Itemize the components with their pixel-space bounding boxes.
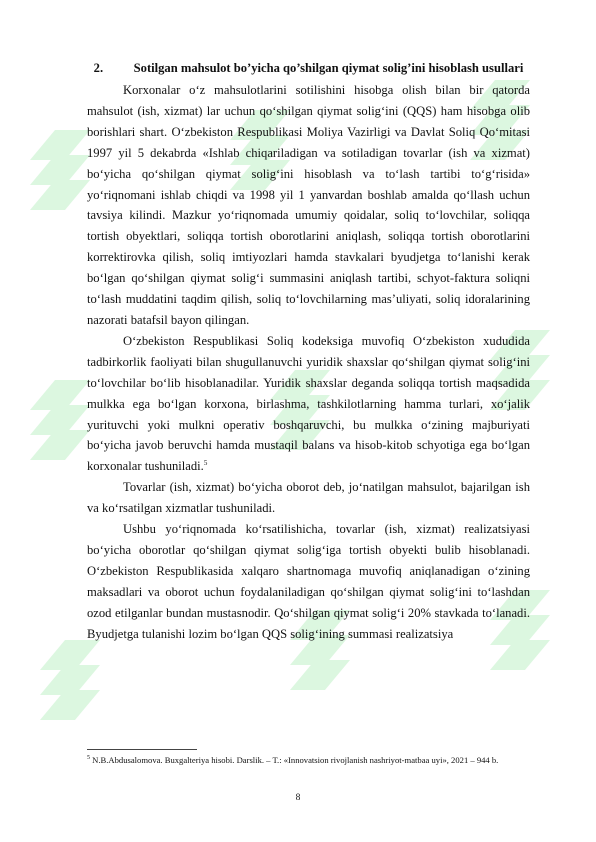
paragraph: Korxonalar o‘z mahsulotlarini sotilishini hisobga olish bilan bir qatorda mahsulot (ish, xizmat) lar uchun qo‘shilgan qiymat solig‘ini (QQS) ham hisobga olib borishlari shart. O‘zbekiston Respublikasi Moliya Vazirligi va Davlat Soliq Qo‘mitasi 1997 yil 5 dekabrda «Ishlab chiqariladigan va sotiladigan tovarlar (ish va xizmat) bo‘yicha qo‘shilgan qiymat solig‘ini hisoblash va to‘lash tartibi to‘g‘risida» yo‘riqnomani ishlab chiqdi va 1998 yil 1 yanvardan boshlab amalda qo‘llash uchun tavsiya kilindi. Mazkur yo‘riqnomada umumiy qoidalar, soliq to‘lovchilar, soliqqa tortish obyektlari, soliqqa tortish oborotlarini aniqlash, soliqqa tortish oborotlarini korrektirovka qilish, soliq imtiyozlari hamda stavkalari byudjetga to‘lanishi kerak bo‘lgan qo‘shilgan qiymat solig‘i summasini aniqlash tartibi, schyot-faktura soliqni to‘lash muddatini taqdim qilish, soliq to‘lovchilarning mas’uliyati, soliq idoralarining nazorati batafsil bayon qilingan. bbox=[87, 83, 530, 327]
footnote-text: N.B.Abdusalomova. Buxgalteriya hisobi. Darslik. – T.: «Innovatsion rivojlanish nashriyot-matbaa uyi», 2021 – 944 b. bbox=[92, 754, 499, 765]
paragraph-text: O‘zbekiston Respublikasi Soliq kodeksiga muvofiq O‘zbekiston xududida tadbirkorlik faoliyati bilan shugullanuvchi yuridik shaxslar qo‘shilgan qiymat solig‘ini to‘lovchilar bo‘lib hisoblanadilar. Yuridik shaxslar deganda soliqqa tortish maqsadida mulkka ega bo‘lgan korxona, birlashma, tashkilotlarning hamma turlari, xo‘jalik yurituvchi yoki mulkni operativ boshqaruvchi, bu mulkka o‘zining majburiyati bo‘yicha javob beruvchi hamda mustaqil balans va hisob-kitob schyotiga ega bo‘lgan korxonalar tushuniladi. bbox=[87, 333, 530, 474]
footnote-reference[interactable]: 5 bbox=[203, 459, 208, 468]
section-heading bbox=[87, 58, 530, 78]
paragraph bbox=[87, 331, 530, 477]
footnote bbox=[87, 753, 530, 766]
footnote-marker: 5 bbox=[87, 755, 90, 761]
paragraph: Ushbu yo‘riqnomada ko‘rsatilishicha, tovarlar (ish, xizmat) realizatsiyasi bo‘yicha oborotlar qo‘shilgan qiymat solig‘iga tortish obyekti bulib hisoblanadi. O‘zbekiston Respublikasida xalqaro shartnomaga muvofiq aniqlanadigan o‘zining maksadlari va oborot uchun foydalaniladigan qo‘shilgan qiymat solig‘ini to‘lashdan ozod etilganlar bundan mustasnodir. Qo‘shilgan qiymat solig‘i 20% stavkada to‘lanadi. Byudjetga tulanishi lozim bo‘lgan QQS solig‘ining summasi realizatsiya bbox=[87, 522, 530, 641]
section-title: Sotilgan mahsulot bo’yicha qo’shilgan qiymat solig’ini hisoblash usullari bbox=[133, 61, 524, 75]
section-number: 2. bbox=[93, 61, 104, 75]
footnote-divider bbox=[87, 749, 197, 750]
main-text bbox=[87, 58, 530, 644]
paragraph: Tovarlar (ish, xizmat) bo‘yicha oborot deb, jo‘natilgan mahsulot, bajarilgan ish va ko‘rsatilgan xizmatlar tushuniladi. bbox=[87, 480, 530, 516]
page-number: 8 bbox=[295, 793, 301, 803]
